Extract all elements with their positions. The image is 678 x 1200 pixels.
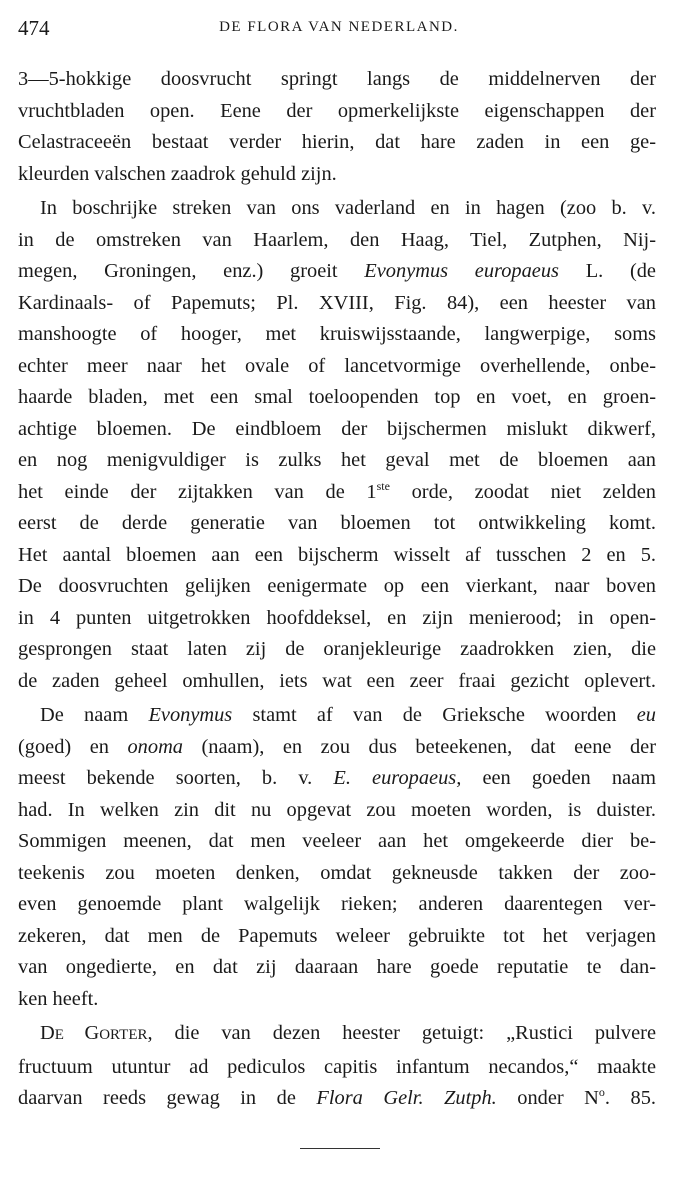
text-line: van ongedierte, en dat zij daaraan hare goede reputatie te dan- — [18, 956, 656, 978]
text-line: de zaden geheel omhullen, iets wat een zeer fraai gezicht oplevert. — [18, 669, 656, 692]
text-line: 3—5-hokkige doosvrucht springt langs de middelnerven der — [18, 68, 656, 90]
text-line: ken heeft. — [18, 987, 99, 1010]
text-line: DE GORTER, die van dezen heester getuigt: „Rustici pulvere — [40, 1022, 656, 1044]
text-line: meest bekende soorten, b. v. E. europaeus, een goeden naam — [18, 767, 656, 789]
superscript: ste — [376, 478, 390, 493]
text-line: achtige bloemen. De eindbloem der bijschermen mislukt dikwerf, — [18, 417, 656, 440]
text-line: Kardinaals- of Papemuts; Pl. XVIII, Fig. 84), een heester van — [18, 291, 656, 314]
running-title: DE FLORA VAN NEDERLAND. — [219, 19, 459, 35]
text-line: haarde bladen, met een smal toeloopenden top en voet, en groen- — [18, 386, 656, 408]
author-name: G — [84, 1022, 100, 1044]
text-line: in 4 punten uitgetrokken hoofddeksel, en zijn menierood; in open- — [18, 606, 656, 629]
text-line: De doosvruchten gelijken eenigermate op een vierkant, naar boven — [18, 575, 656, 597]
text-line: In boschrijke streken van ons vaderland en in hagen (zoo b. v. — [40, 197, 656, 219]
author-name: ORTER — [99, 1027, 148, 1043]
text-line: megen, Groningen, enz.) groeit Evonymus europaeus L. (de — [18, 260, 656, 282]
text-line: en nog menigvuldiger is zulks het geval met de bloemen aan — [18, 449, 656, 471]
text-line: even genoemde plant walgelijk rieken; anderen daarentegen ver- — [18, 893, 656, 915]
text-line: het einde der zijtakken van de 1ste orde, zoodat niet zelden — [18, 478, 656, 503]
text-line: De naam Evonymus stamt af van de Grieksche woorden eu — [40, 704, 656, 726]
greek-word: eu — [636, 704, 656, 726]
text-line: in de omstreken van Haarlem, den Haag, Tiel, Zutphen, Nij- — [18, 228, 656, 251]
text-line: had. In welken zin dit nu opgevat zou moeten worden, is duister. — [18, 798, 656, 821]
greek-word: onoma — [127, 735, 183, 758]
author-name: E — [54, 1027, 85, 1043]
species-name: Evonymus europaeus — [364, 260, 559, 282]
text-line: zekeren, dat men de Papemuts weleer gebruikte tot het verjagen — [18, 924, 656, 947]
text-line: fructuum utuntur ad pediculos capitis infantum necandos,“ maakte — [18, 1055, 656, 1078]
text-line: Het aantal bloemen aan een bijscherm wisselt af tusschen 2 en 5. — [18, 543, 656, 566]
page-number: 474 — [18, 16, 50, 40]
species-name: E. europaeus, — [333, 767, 462, 789]
text-line: kleurden valschen zaadrok gehuld zijn. — [18, 162, 337, 185]
text-line: Sommigen meenen, dat men veeleer aan het omgekeerde dier be- — [18, 830, 656, 852]
text-line: Celastraceeën bestaat verder hierin, dat hare zaden in een ge- — [18, 131, 656, 153]
text-line: gesprongen staat laten zij de oranjekleurige zaadrokken zien, die — [18, 638, 656, 660]
text-line: vruchtbladen open. Eene der opmerkelijkste eigenschappen der — [18, 99, 656, 122]
text-line: eerst de derde generatie van bloemen tot ontwikkeling komt. — [18, 512, 656, 534]
genus-name: Evonymus — [148, 704, 233, 726]
end-rule — [300, 1148, 380, 1149]
page-header — [18, 16, 660, 40]
text-line: manshoogte of hooger, met kruiswijsstaande, langwerpige, soms — [18, 323, 656, 345]
book-title: Flora Gelr. Zutph. — [316, 1087, 497, 1109]
text-line: teekenis zou moeten denken, omdat gekneusde takken der zoo- — [18, 861, 656, 884]
author-name: D — [40, 1022, 55, 1044]
body-text — [18, 64, 656, 1115]
text-line: daarvan reeds gewag in de Flora Gelr. Zutph. onder $N^o$. 85. — [18, 1085, 656, 1109]
text-line: echter meer naar het ovale of lancetvormige overhellende, onbe- — [18, 354, 656, 377]
superscript: o — [598, 1085, 605, 1100]
text-line: (goed) en onoma (naam), en zou dus beteekenen, dat eene der — [18, 735, 656, 758]
